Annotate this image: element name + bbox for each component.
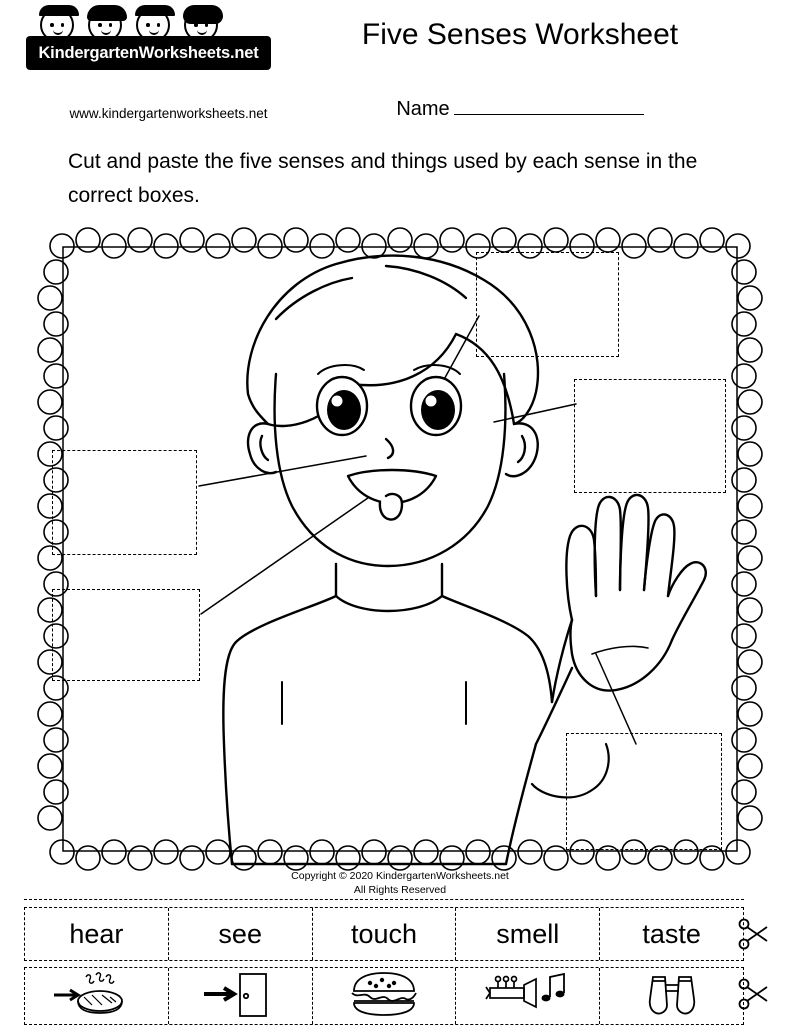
scissors-icon <box>736 977 770 1011</box>
trumpet-icon <box>480 971 576 1022</box>
page-header <box>0 0 800 130</box>
drop-box-hearing[interactable] <box>574 379 726 493</box>
logo-badge <box>26 8 271 70</box>
word-card-taste[interactable]: taste <box>642 918 701 949</box>
instructions-text: Cut and paste the five senses and things used by each sense in the correct boxes. <box>68 150 698 208</box>
hamburger-icon <box>344 971 424 1022</box>
word-card-touch[interactable]: touch <box>313 908 457 960</box>
picture-card-door[interactable] <box>169 968 313 1024</box>
picture-card-trumpet[interactable] <box>456 968 600 1024</box>
copyright-line: Copyright © 2020 KindergartenWorksheets.net <box>291 870 509 882</box>
drop-box-smell[interactable] <box>52 450 197 555</box>
drop-box-sight[interactable] <box>476 252 619 357</box>
page-title: Five Senses Worksheet <box>361 18 679 51</box>
drop-box-taste[interactable] <box>52 589 200 681</box>
word-cards-row <box>24 907 744 961</box>
door-icon <box>196 970 284 1023</box>
name-blank-line[interactable] <box>454 95 644 115</box>
drop-box-touch[interactable] <box>566 733 722 850</box>
picture-card-pie[interactable] <box>25 968 169 1024</box>
picture-card-binoculars[interactable] <box>600 968 743 1024</box>
picture-cards-row <box>24 967 744 1025</box>
name-label: Name <box>396 98 450 120</box>
logo-text: KindergartenWorksheets.net <box>38 44 259 62</box>
binoculars-icon <box>637 971 707 1022</box>
copyright-block <box>0 869 800 897</box>
picture-card-hamburger[interactable] <box>313 968 457 1024</box>
five-senses-illustration <box>36 224 764 874</box>
site-logo[interactable] <box>18 8 283 121</box>
name-field[interactable] <box>290 95 750 121</box>
scissors-icon <box>736 917 770 951</box>
pie-icon <box>52 971 140 1022</box>
word-card-smell[interactable]: smell <box>456 908 600 960</box>
cut-dashed-line <box>24 899 744 900</box>
rights-line: All Rights Reserved <box>353 884 447 897</box>
word-card-hear[interactable]: hear <box>25 908 169 960</box>
site-url: www.kindergartenworksheets.net <box>69 106 268 121</box>
word-card-see[interactable]: see <box>169 908 313 960</box>
